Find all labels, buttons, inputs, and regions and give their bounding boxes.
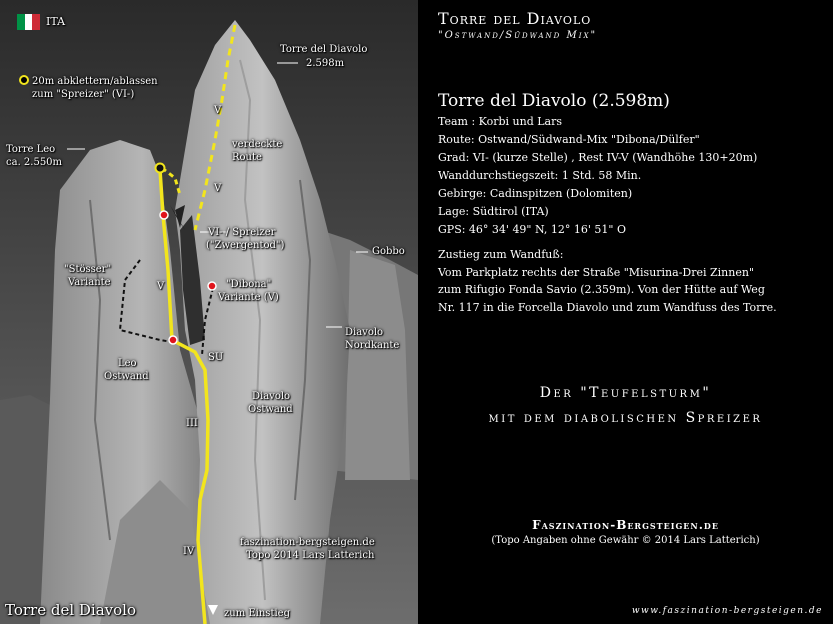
approach-line: zum Rifugio Fonda Savio (2.359m). Von der Hütte auf Weg	[438, 283, 765, 296]
motto-line-1: Der "Teufelsturm"	[539, 385, 712, 401]
photo-caption: Torre del Diavolo	[5, 601, 137, 619]
approach-description	[438, 246, 777, 316]
info-time: Wanddurchstiegszeit: 1 Std. 58 Min.	[438, 169, 642, 182]
info-range: Gebirge: Cadinspitzen (Dolomiten)	[438, 187, 633, 200]
info-panel	[418, 0, 833, 624]
approach-line: Nr. 117 in die Forcella Diavolo und zum Wandfuss des Torre.	[438, 300, 777, 314]
watermark-text: faszination-bergsteigen.de	[240, 537, 375, 548]
approach-line: Vom Parkplatz rechts der Straße "Misurina-Drei Zinnen"	[438, 265, 755, 279]
grade-label: V	[214, 183, 222, 194]
approach-heading: Zustieg zum Wandfuß:	[438, 248, 564, 261]
crux-label: VI- / Spreizer	[208, 227, 276, 238]
panel-subtitle: "Ostwand/Südwand Mix"	[438, 30, 598, 41]
nordkante-label-2: Nordkante	[345, 340, 400, 351]
motto-line-2: mit dem diabolischen Spreizer	[488, 410, 763, 426]
belay-marker-icon	[208, 282, 216, 290]
to-start-label: zum Einstieg	[224, 608, 290, 619]
info-gps: GPS: 46° 34' 49" N, 12° 16' 51" O	[438, 223, 626, 236]
torre-leo-label: Torre Leo	[6, 144, 56, 155]
gobbo-label: Gobbo	[372, 246, 405, 257]
info-grade: Grad: VI- (kurze Stelle) , Rest IV-V (Wandhöhe 130+20m)	[438, 151, 758, 164]
leo-ostwand-label-2: Ostwand	[104, 371, 149, 382]
torre-leo-altitude: ca. 2.550m	[6, 157, 63, 168]
crux-label-2: ("Zwergentod")	[206, 240, 285, 251]
grade-label: V	[157, 281, 165, 292]
dibona-variant-label-2: Variante (V)	[218, 292, 279, 303]
watermark-text-2: Topo 2014 Lars Latterich	[246, 550, 375, 561]
flag-red	[32, 14, 40, 30]
legend-abseil-icon	[20, 76, 28, 84]
website-link[interactable]: www.faszination-bergsteigen.de	[631, 606, 823, 616]
info-location: Lage: Südtirol (ITA)	[438, 205, 549, 218]
stosser-variant-label-2: Variante	[68, 277, 111, 288]
main-title: Torre del Diavolo (2.598m)	[438, 91, 670, 111]
diavolo-ostwand-label-2: Ostwand	[248, 404, 293, 415]
legend-abseil-text-2: zum "Spreizer" (VI-)	[32, 89, 135, 100]
summit-label: Torre del Diavolo	[280, 44, 368, 55]
dibona-variant-label: "Dibona"	[226, 279, 272, 290]
grade-label: III	[186, 418, 198, 429]
nordkante-label: Diavolo	[345, 327, 384, 338]
grade-label: V	[214, 105, 222, 116]
hidden-route-label-2: Route	[232, 152, 262, 163]
grade-label: IV	[183, 546, 195, 557]
diavolo-ostwand-label: Diavolo	[252, 391, 291, 402]
abseil-station-icon	[156, 164, 165, 173]
belay-marker-icon	[160, 211, 168, 219]
flag-green	[17, 14, 25, 30]
info-team: Team : Korbi und Lars	[438, 115, 563, 128]
legend-abseil-text: 20m abklettern/ablassen	[32, 76, 158, 87]
stand-label: SU	[208, 352, 224, 363]
stosser-variant-label: "Stösser"	[64, 264, 112, 275]
leo-ostwand-label: Leo	[118, 358, 137, 369]
summit-altitude: 2.598m	[306, 58, 345, 69]
brand-disclaimer: (Topo Angaben ohne Gewähr © 2014 Lars Latterich)	[491, 535, 760, 546]
belay-marker-icon	[169, 336, 177, 344]
brand-name: Faszination-Bergsteigen.de	[532, 518, 719, 532]
country-label: ITA	[46, 15, 66, 28]
info-route: Route: Ostwand/Südwand-Mix "Dibona/Dülfer"	[438, 133, 700, 146]
panel-title: Torre del Diavolo	[438, 9, 592, 28]
hidden-route-label: verdeckte	[232, 139, 283, 150]
